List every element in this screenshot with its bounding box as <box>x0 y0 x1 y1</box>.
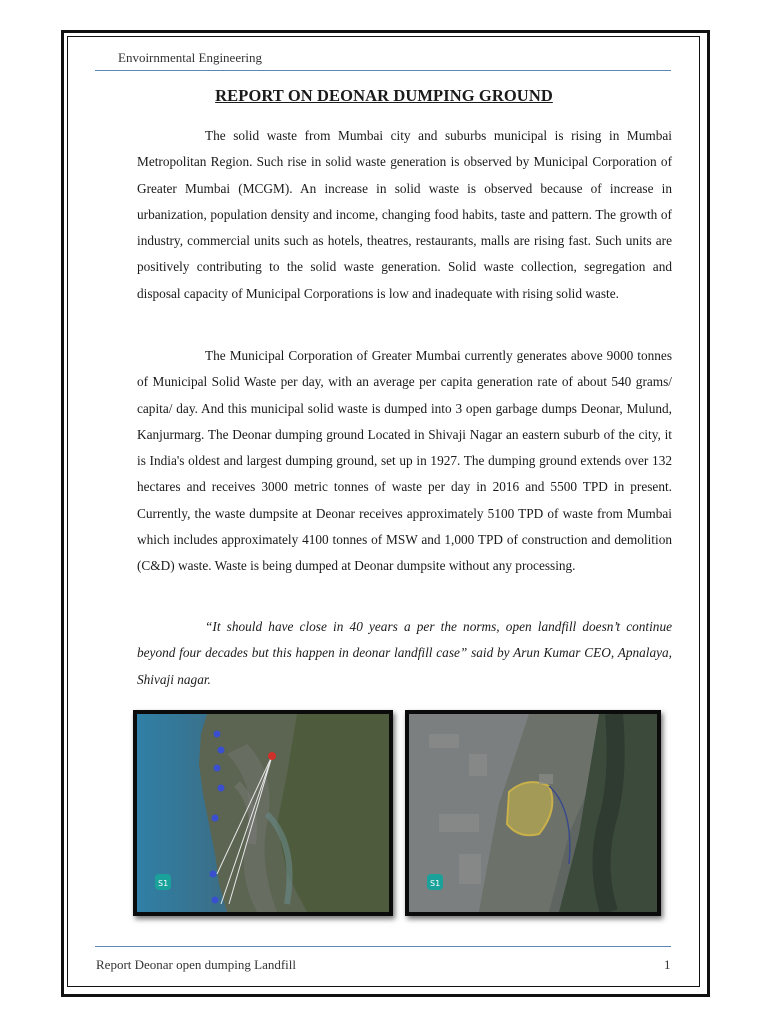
paragraph-1-text: The solid waste from Mumbai city and suburbs municipal is rising in Mumbai Metropolitan Region. Such rise in solid waste generation is observed by Municipal Corporation of Greater Mumbai (MCGM). An increase in solid waste is observed because of increase in urbanization, population density and income, changing food habits, taste and pattern. The growth of industry, commercial units such as hotels, theatres, restaurants, malls are rising fast. Such units are positively contributing to the solid waste generation. Solid waste collection, segregation and disposal capacity of Municipal Corporations is low and inadequate with rising solid waste. <box>137 128 672 301</box>
paragraph-1 <box>137 123 672 307</box>
footer-title: Report Deonar open dumping Landfill <box>96 957 297 972</box>
quote-block <box>137 614 672 693</box>
quote-text: “It should have close in 40 years a per the norms, open landfill doesn’t continue beyond four decades but this happen in deonar landfill case” said by Arun Kumar CEO, Apnalaya, Shivaji nagar. <box>137 619 672 687</box>
satellite-map-deonar-icon <box>409 714 657 912</box>
header-rule <box>95 70 671 71</box>
svg-text:S1: S1 <box>158 879 169 888</box>
page-number: 1 <box>664 957 671 972</box>
paragraph-2 <box>137 343 672 580</box>
satellite-map-deonar <box>405 710 661 916</box>
footer-rule <box>95 946 671 947</box>
satellite-map-mumbai-icon <box>137 714 389 912</box>
running-header: Envoirnmental Engineering <box>118 50 263 65</box>
svg-text:S1: S1 <box>430 879 441 888</box>
paragraph-2-text: The Municipal Corporation of Greater Mumbai currently generates above 9000 tonnes of Municipal Solid Waste per day, with an average per capita generation rate of about 540 grams/ capita/ day. And this municipal solid waste is dumped into 3 open garbage dumps Deonar, Mulund, Kanjurmarg. The Deonar dumping ground Located in Shivaji Nagar an eastern suburb of the city, it is India's oldest and largest dumping ground, set up in 1927. The dumping ground extends over 132 hectares and receives 3000 metric tonnes of waste per day in 2016 and 5500 TPD in present. Currently, the waste dumpsite at Deonar receives approximately 5100 TPD of waste from Mumbai which includes approximately 4100 tonnes of MSW and 1,000 TPD of construction and demolition (C&D) waste. Waste is being dumped at Deonar dumpsite without any processing. <box>137 348 672 574</box>
document-title: REPORT ON DEONAR DUMPING GROUND <box>215 86 553 105</box>
satellite-map-mumbai <box>133 710 393 916</box>
